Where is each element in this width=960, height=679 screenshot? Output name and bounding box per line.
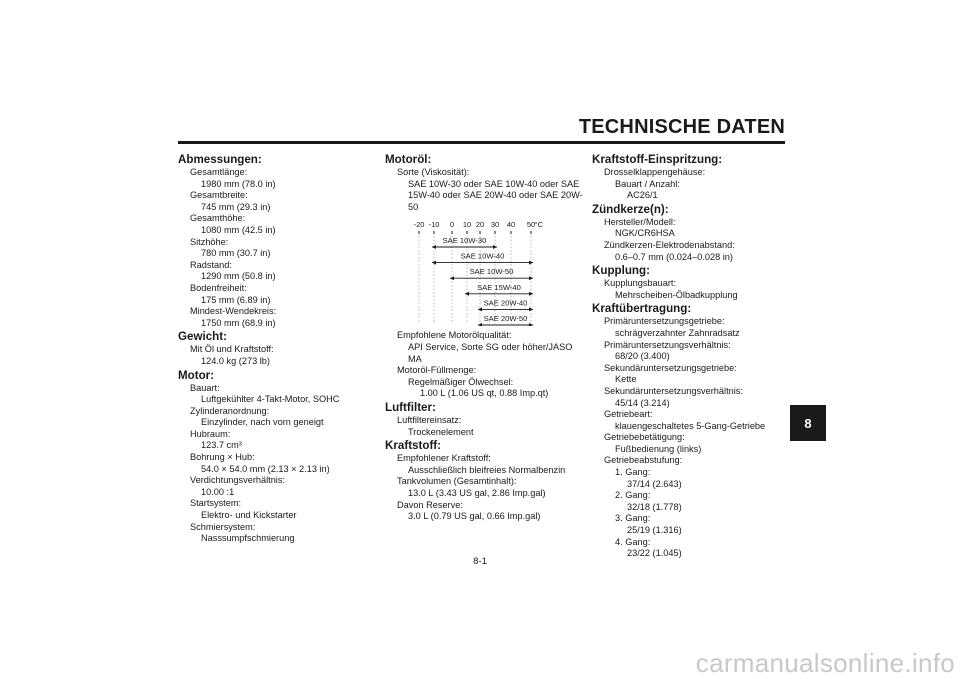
spec-value: 1750 mm (68.9 in) [201,317,276,328]
spec-value: Luftgekühlter 4-Takt-Motor, SOHC [201,394,340,405]
spec-value: 13.0 L (3.43 US gal, 2.86 Imp.gal) [408,487,546,498]
spec-label: Motoröl-Füllmenge: [397,365,477,376]
spec-value: NGK/CR6HSA [615,228,675,239]
spec-value: Mehrscheiben-Ölbadkupplung [615,289,738,300]
spec-value: Trockenelement [408,426,474,437]
spec-label: Empfohlene Motorölqualität: [397,330,512,341]
spec-label: Primäruntersetzungsgetriebe: [604,316,725,327]
spec-value: Ausschließlich bleifreies Normalbenzin [408,464,566,475]
spec-value: Kette [615,374,637,385]
column-dimensions-engine [178,152,378,545]
spec-value: 1980 mm (78.0 in) [201,178,276,189]
section-heading: Kraftstoff-Einspritzung: [592,153,723,166]
spec-label: Hubraum: [190,428,231,439]
spec-label: Kupplungsbauart: [604,278,677,289]
spec-label: Zylinderanordnung: [190,405,270,416]
spec-value: 25/19 (1.316) [627,525,682,536]
section-heading: Kraftübertragung: [592,302,692,316]
section-heading: Luftfilter: [385,400,436,414]
spec-label: Empfohlener Kraftstoff: [397,453,491,464]
grade-arrow-right [493,245,497,249]
spec-label: Gesamtlänge: [190,167,248,177]
spec-label: Mit Öl und Kraftstoff: [190,344,274,355]
spec-value: AC26/1 [627,190,658,201]
spec-value: 4. Gang: [615,536,651,547]
spec-value: 23/22 (1.045) [627,548,682,559]
spec-value: Einzylinder, nach vorn geneigt [201,417,324,428]
spec-label: Bodenfreiheit: [190,282,247,293]
spec-label: Zündkerzen-Elektrodenabstand: [604,239,735,250]
spec-label: Luftfiltereinsatz: [397,414,462,425]
spec-value: 175 mm (6.89 in) [201,294,271,305]
spec-value: 10.00 :1 [201,486,235,497]
spec-label: Sorte (Viskosität): [397,167,470,177]
spec-label: Gesamthöhe: [190,213,246,224]
spec-value: Bauart / Anzahl: [615,178,680,189]
column-oil-fuel [385,152,585,523]
grade-label: SAE 10W-50 [469,267,514,277]
grade-arrow-right [529,277,533,281]
spec-value: MA [408,353,422,364]
column-injection-transmission [592,152,802,560]
spec-value: 124.0 kg (273 lb) [201,355,270,366]
grade-arrow-left [478,323,482,326]
spec-value: API Service, Sorte SG oder höher/JASO [408,341,573,352]
spec-value: 780 mm (30.7 in) [201,248,271,259]
spec-value: 123.7 cm³ [201,440,242,451]
section-heading: Motoröl: [385,153,432,166]
page-number: 8-1 [473,556,487,567]
spec-value: Elektro- und Kickstarter [201,510,297,521]
grade-arrow-left [450,277,454,281]
spec-value: 2. Gang: [615,490,651,501]
spec-value: schrägverzahnter Zahnradsatz [615,327,740,338]
spec-value: 54.0 × 54.0 mm (2.13 × 2.13 in) [201,463,330,474]
temp-label: 30 [490,220,500,230]
title-rule [178,141,785,144]
grade-label: SAE 20W-50 [483,314,528,324]
temp-label: -20 [413,220,425,230]
spec-label: Hersteller/Modell: [604,216,676,227]
spec-value: 745 mm (29.3 in) [201,201,271,212]
spec-value: Fußbedienung (links) [615,443,702,454]
spec-value: 1080 mm (42.5 in) [201,224,276,235]
spec-label: Bauart: [190,382,220,393]
section-heading: Gewicht: [178,330,227,344]
oil-section-bottom [385,330,585,522]
spec-value: 50 [408,201,419,212]
spec-label: Sekundäruntersetzungsgetriebe: [604,362,737,373]
spec-label: Mindest-Wendekreis: [190,306,277,317]
spec-label: Drosselklappengehäuse: [604,167,706,177]
grade-label: SAE 10W-30 [442,236,487,246]
section-heading: Kupplung: [592,264,650,278]
section-heading: Zündkerze(n): [592,202,669,216]
spec-label: Bohrung × Hub: [190,452,255,463]
grade-label: SAE 10W-40 [460,251,505,261]
spec-label: Radstand: [190,259,232,270]
chapter-tab: 8 [790,405,826,441]
temp-unit: °C [534,220,543,230]
spec-value: 1. Gang: [615,467,651,478]
temp-label: 50 [526,220,536,230]
spec-value: 0.6–0.7 mm (0.024–0.028 in) [615,251,733,262]
temp-label: 20 [475,220,485,230]
spec-value: 37/14 (2.643) [627,478,682,489]
spec-value: 15W-40 oder SAE 20W-40 oder SAE 20W- [408,190,583,201]
grade-label: SAE 15W-40 [477,283,521,293]
spec-label: Getriebeart: [604,409,653,420]
spec-value: 1.00 L (1.06 US qt, 0.88 Imp.qt) [420,388,549,399]
spec-label: Startsystem: [190,498,242,509]
spec-value: 1290 mm (50.8 in) [201,271,276,282]
section-heading: Abmessungen: [178,153,262,166]
spec-label: Getriebebetätigung: [604,432,685,443]
temp-label: 10 [462,220,472,230]
spec-value: SAE 10W-30 oder SAE 10W-40 oder SAE [408,178,580,189]
spec-label: Getriebeabstufung: [604,455,683,466]
spec-value: Nasssumpfschmierung [201,533,295,544]
spec-value: 3. Gang: [615,513,651,524]
spec-value: 68/20 (3.400) [615,351,670,362]
grade-arrow-right [529,323,533,326]
spec-label: Schmiersystem: [190,521,256,532]
spec-value: 45/14 (3.214) [615,397,670,408]
spec-label: Gesamtbreite: [190,190,248,201]
spec-value: Regelmäßiger Ölwechsel: [408,376,514,387]
watermark-text: carmanualsonline.info [695,648,955,678]
temp-label: 0 [449,220,455,230]
spec-label: Sitzhöhe: [190,236,229,247]
oil-viscosity-chart [405,218,545,326]
grade-arrow-left [432,245,436,249]
spec-label: Sekundäruntersetzungsverhältnis: [604,385,743,396]
spec-label: Primäruntersetzungsverhältnis: [604,339,731,350]
temp-label: -10 [428,220,440,230]
spec-label: Verdichtungsverhältnis: [190,475,285,486]
section-heading: Motor: [178,368,215,382]
page-title: TECHNISCHE DATEN [578,116,785,138]
spec-label: Davon Reserve: [397,499,463,510]
oil-section-top [385,153,585,213]
section-heading: Kraftstoff: [385,439,442,453]
spec-value: klauengeschaltetes 5-Gang-Getriebe [615,420,766,431]
spec-value: 32/18 (1.778) [627,501,682,512]
grade-label: SAE 20W-40 [483,298,528,308]
spec-value: 3.0 L (0.79 US gal, 0.66 Imp.gal) [408,511,541,522]
spec-label: Tankvolumen (Gesamtinhalt): [397,476,517,487]
temp-label: 40 [506,220,516,230]
